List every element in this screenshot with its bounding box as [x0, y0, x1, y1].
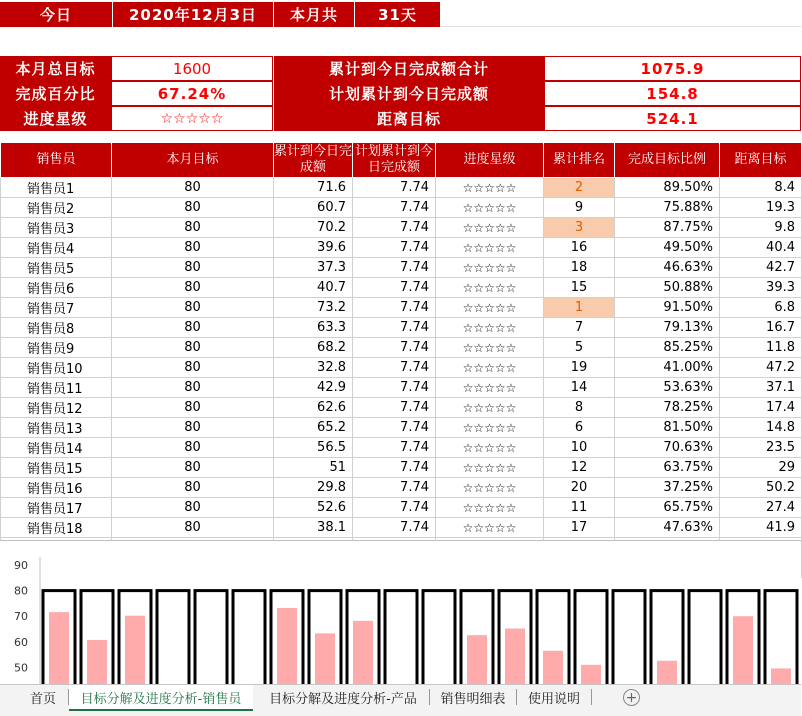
cell-salesperson[interactable]: 销售员3 [1, 218, 112, 238]
cell-rank[interactable]: 20 [544, 478, 615, 498]
actual-bar[interactable] [733, 616, 753, 685]
tab-product-analysis[interactable]: 目标分解及进度分析-产品 [269, 691, 417, 707]
table-row [1, 338, 802, 358]
cell-completion-ratio[interactable]: 41.00% [615, 358, 720, 378]
target-vs-actual-chart[interactable] [0, 540, 801, 685]
cell-cumulative[interactable]: 68.2 [274, 338, 353, 358]
cell-completion-ratio[interactable]: 46.63% [615, 258, 720, 278]
cell-rank[interactable]: 14 [544, 378, 615, 398]
cell-plan-cumulative[interactable]: 7.74 [353, 318, 436, 338]
sheet-tab-bar [0, 684, 801, 716]
cell-stars[interactable]: ☆☆☆☆☆ [436, 418, 544, 438]
cell-rank[interactable]: 8 [544, 398, 615, 418]
table-row [1, 438, 802, 458]
cell-month-target[interactable]: 80 [112, 318, 274, 338]
cell-plan-cumulative[interactable]: 7.74 [353, 298, 436, 318]
table-row [1, 358, 802, 378]
sales-table [0, 142, 801, 578]
cell-cumulative[interactable]: 40.7 [274, 278, 353, 298]
cell-cumulative[interactable]: 38.1 [274, 518, 353, 538]
col-header-completion-ratio[interactable]: 完成目标比例 [615, 143, 720, 178]
cell-completion-ratio[interactable]: 75.88% [615, 198, 720, 218]
cell-stars[interactable]: ☆☆☆☆☆ [436, 478, 544, 498]
cell-completion-ratio[interactable]: 91.50% [615, 298, 720, 318]
cell-stars[interactable]: ☆☆☆☆☆ [436, 238, 544, 258]
cell-rank[interactable]: 10 [544, 438, 615, 458]
cell-completion-ratio[interactable]: 78.25% [615, 398, 720, 418]
actual-bar[interactable] [771, 668, 791, 685]
cell-cumulative[interactable]: 71.6 [274, 178, 353, 198]
cell-salesperson[interactable]: 销售员14 [1, 438, 112, 458]
cell-plan-cumulative[interactable]: 7.74 [353, 258, 436, 278]
cell-stars[interactable]: ☆☆☆☆☆ [436, 218, 544, 238]
cell-completion-ratio[interactable]: 65.75% [615, 498, 720, 518]
cell-month-target[interactable]: 80 [112, 258, 274, 278]
cell-plan-cumulative[interactable]: 7.74 [353, 238, 436, 258]
completion-pct-label: 完成百分比 [0, 81, 111, 106]
cell-plan-cumulative[interactable]: 7.74 [353, 378, 436, 398]
cell-rank[interactable]: 16 [544, 238, 615, 258]
cell-completion-ratio[interactable]: 47.63% [615, 518, 720, 538]
plan-cumulative-label: 计划累计到今日完成额 [274, 81, 544, 106]
col-header-plan-cumulative[interactable]: 计划累计到今日完成额 [353, 143, 436, 178]
plan-cumulative-value: 154.8 [544, 81, 801, 106]
cell-salesperson[interactable]: 销售员13 [1, 418, 112, 438]
table-row [1, 498, 802, 518]
cell-stars[interactable]: ☆☆☆☆☆ [436, 358, 544, 378]
cell-plan-cumulative[interactable]: 7.74 [353, 438, 436, 458]
cell-distance[interactable]: 39.3 [720, 278, 802, 298]
cell-completion-ratio[interactable]: 79.13% [615, 318, 720, 338]
month-target-label: 本月总目标 [0, 56, 111, 81]
date-value: 2020年12月3日 [113, 2, 273, 27]
cell-stars[interactable]: ☆☆☆☆☆ [436, 178, 544, 198]
cell-month-target[interactable]: 80 [112, 478, 274, 498]
cell-month-target[interactable]: 80 [112, 438, 274, 458]
cell-salesperson[interactable]: 销售员5 [1, 258, 112, 278]
cell-distance[interactable]: 8.4 [720, 178, 802, 198]
cell-salesperson[interactable]: 销售员16 [1, 478, 112, 498]
cell-cumulative[interactable]: 29.8 [274, 478, 353, 498]
cell-plan-cumulative[interactable]: 7.74 [353, 338, 436, 358]
cell-stars[interactable]: ☆☆☆☆☆ [436, 278, 544, 298]
target-bar[interactable] [385, 591, 417, 689]
cell-distance[interactable]: 19.3 [720, 198, 802, 218]
cell-distance[interactable]: 40.4 [720, 238, 802, 258]
col-header-salesperson[interactable]: 销售员 [1, 143, 112, 178]
cell-completion-ratio[interactable]: 85.25% [615, 338, 720, 358]
cell-distance[interactable]: 42.7 [720, 258, 802, 278]
cell-plan-cumulative[interactable]: 7.74 [353, 458, 436, 478]
cell-rank[interactable]: 9 [544, 198, 615, 218]
y-tick-label: 80 [14, 584, 28, 598]
cell-rank[interactable]: 19 [544, 358, 615, 378]
cell-completion-ratio[interactable]: 81.50% [615, 418, 720, 438]
add-sheet-button[interactable] [623, 689, 640, 706]
cell-plan-cumulative[interactable]: 7.74 [353, 498, 436, 518]
cell-rank[interactable]: 3 [544, 218, 615, 238]
cell-stars[interactable]: ☆☆☆☆☆ [436, 498, 544, 518]
cell-cumulative[interactable]: 56.5 [274, 438, 353, 458]
distance-label: 距离目标 [274, 106, 544, 131]
cell-cumulative[interactable]: 39.6 [274, 238, 353, 258]
cell-plan-cumulative[interactable]: 7.74 [353, 358, 436, 378]
completion-pct-value: 67.24% [111, 81, 273, 106]
cell-completion-ratio[interactable]: 49.50% [615, 238, 720, 258]
cell-completion-ratio[interactable]: 63.75% [615, 458, 720, 478]
cell-stars[interactable]: ☆☆☆☆☆ [436, 258, 544, 278]
col-header-month-target[interactable]: 本月目标 [112, 143, 274, 178]
month-days-value: 31天 [355, 2, 440, 27]
cell-plan-cumulative[interactable]: 7.74 [353, 178, 436, 198]
y-tick-label: 60 [14, 635, 28, 649]
tab-instructions[interactable]: 使用说明 [527, 691, 580, 707]
progress-stars-label: 进度星级 [0, 106, 111, 131]
distance-value: 524.1 [544, 106, 801, 131]
y-tick-label: 70 [14, 610, 28, 624]
col-header-rank[interactable]: 累计排名 [544, 143, 615, 178]
cell-month-target[interactable]: 80 [112, 238, 274, 258]
cell-month-target[interactable]: 80 [112, 378, 274, 398]
cumulative-value: 1075.9 [544, 56, 801, 81]
cell-month-target[interactable]: 80 [112, 198, 274, 218]
cell-cumulative[interactable]: 32.8 [274, 358, 353, 378]
cell-stars[interactable]: ☆☆☆☆☆ [436, 518, 544, 538]
cell-salesperson[interactable]: 销售员8 [1, 318, 112, 338]
cell-rank[interactable]: 18 [544, 258, 615, 278]
col-header-cumulative[interactable]: 累计到今日完成额 [274, 143, 353, 178]
table-row [1, 178, 802, 198]
month-total-label: 本月共 [274, 2, 354, 27]
cell-month-target[interactable]: 80 [112, 338, 274, 358]
cell-stars[interactable]: ☆☆☆☆☆ [436, 458, 544, 478]
cell-distance[interactable]: 41.9 [720, 518, 802, 538]
table-row [1, 518, 802, 538]
cell-distance[interactable]: 37.1 [720, 378, 802, 398]
cell-plan-cumulative[interactable]: 7.74 [353, 518, 436, 538]
table-row [1, 418, 802, 438]
table-row [1, 278, 802, 298]
cell-distance[interactable]: 47.2 [720, 358, 802, 378]
cell-month-target[interactable]: 80 [112, 498, 274, 518]
cell-distance[interactable]: 11.8 [720, 338, 802, 358]
cell-cumulative[interactable]: 70.2 [274, 218, 353, 238]
cell-rank[interactable]: 6 [544, 418, 615, 438]
cell-completion-ratio[interactable]: 89.50% [615, 178, 720, 198]
cell-cumulative[interactable]: 60.7 [274, 198, 353, 218]
cell-plan-cumulative[interactable]: 7.74 [353, 398, 436, 418]
cell-rank[interactable]: 1 [544, 298, 615, 318]
actual-bar[interactable] [581, 665, 601, 685]
today-label: 今日 [0, 2, 112, 27]
cell-distance[interactable]: 17.4 [720, 398, 802, 418]
cell-month-target[interactable]: 80 [112, 278, 274, 298]
target-bar[interactable] [423, 591, 455, 689]
col-header-stars[interactable]: 进度星级 [436, 143, 544, 178]
cell-completion-ratio[interactable]: 50.88% [615, 278, 720, 298]
cell-salesperson[interactable]: 销售员10 [1, 358, 112, 378]
target-bar[interactable] [157, 591, 189, 689]
cell-cumulative[interactable]: 65.2 [274, 418, 353, 438]
actual-bar[interactable] [467, 635, 487, 685]
table-row [1, 198, 802, 218]
cell-stars[interactable]: ☆☆☆☆☆ [436, 198, 544, 218]
progress-stars-value: ☆☆☆☆☆ [111, 106, 273, 131]
cell-completion-ratio[interactable]: 37.25% [615, 478, 720, 498]
cell-salesperson[interactable]: 销售员2 [1, 198, 112, 218]
cell-salesperson[interactable]: 销售员11 [1, 378, 112, 398]
cell-distance[interactable]: 50.2 [720, 478, 802, 498]
table-row [1, 458, 802, 478]
actual-bar[interactable] [543, 651, 563, 685]
cell-rank[interactable]: 7 [544, 318, 615, 338]
cell-salesperson[interactable]: 销售员12 [1, 398, 112, 418]
cell-distance[interactable]: 6.8 [720, 298, 802, 318]
tab-home[interactable]: 首页 [29, 691, 56, 707]
col-header-distance[interactable]: 距离目标 [720, 143, 802, 178]
cell-salesperson[interactable]: 销售员15 [1, 458, 112, 478]
actual-bar[interactable] [125, 616, 145, 685]
cell-month-target[interactable]: 80 [112, 518, 274, 538]
cell-stars[interactable]: ☆☆☆☆☆ [436, 338, 544, 358]
chart-svg [0, 541, 801, 685]
actual-bar[interactable] [277, 608, 297, 685]
y-tick-label: 50 [14, 661, 28, 675]
cell-rank[interactable]: 17 [544, 518, 615, 538]
cell-month-target[interactable]: 80 [112, 298, 274, 318]
cell-cumulative[interactable]: 63.3 [274, 318, 353, 338]
cell-month-target[interactable]: 80 [112, 398, 274, 418]
cell-distance[interactable]: 23.5 [720, 438, 802, 458]
table-row [1, 378, 802, 398]
table-row [1, 258, 802, 278]
cell-stars[interactable]: ☆☆☆☆☆ [436, 298, 544, 318]
cell-month-target[interactable]: 80 [112, 358, 274, 378]
table-row [1, 478, 802, 498]
tab-scroll-area [0, 685, 18, 709]
target-bar[interactable] [195, 591, 227, 689]
cell-cumulative[interactable]: 37.3 [274, 258, 353, 278]
tab-sales-detail[interactable]: 销售明细表 [440, 691, 506, 707]
cell-plan-cumulative[interactable]: 7.74 [353, 278, 436, 298]
cell-distance[interactable]: 9.8 [720, 218, 802, 238]
cell-salesperson[interactable]: 销售员4 [1, 238, 112, 258]
cell-month-target[interactable]: 80 [112, 218, 274, 238]
cell-rank[interactable]: 2 [544, 178, 615, 198]
target-bar[interactable] [233, 591, 265, 689]
cell-salesperson[interactable]: 销售员1 [1, 178, 112, 198]
cell-salesperson[interactable]: 销售员6 [1, 278, 112, 298]
cell-salesperson[interactable]: 销售员18 [1, 518, 112, 538]
cell-rank[interactable]: 11 [544, 498, 615, 518]
table-header-row [1, 143, 802, 178]
cell-plan-cumulative[interactable]: 7.74 [353, 478, 436, 498]
cell-stars[interactable]: ☆☆☆☆☆ [436, 378, 544, 398]
cell-completion-ratio[interactable]: 87.75% [615, 218, 720, 238]
actual-bar[interactable] [49, 612, 69, 685]
cell-cumulative[interactable]: 51 [274, 458, 353, 478]
table-row [1, 238, 802, 258]
cell-plan-cumulative[interactable]: 7.74 [353, 418, 436, 438]
table-row [1, 398, 802, 418]
cell-stars[interactable]: ☆☆☆☆☆ [436, 318, 544, 338]
cell-cumulative[interactable]: 42.9 [274, 378, 353, 398]
target-bar[interactable] [613, 591, 645, 689]
cell-rank[interactable]: 5 [544, 338, 615, 358]
cell-stars[interactable]: ☆☆☆☆☆ [436, 398, 544, 418]
month-target-value: 1600 [111, 56, 273, 81]
cell-completion-ratio[interactable]: 53.63% [615, 378, 720, 398]
cell-plan-cumulative[interactable]: 7.74 [353, 198, 436, 218]
y-tick-label: 90 [14, 559, 28, 572]
cell-month-target[interactable]: 80 [112, 178, 274, 198]
cell-distance[interactable]: 29 [720, 458, 802, 478]
plus-circle-icon: + [625, 689, 638, 706]
cell-distance[interactable]: 14.8 [720, 418, 802, 438]
cell-month-target[interactable]: 80 [112, 418, 274, 438]
cell-completion-ratio[interactable]: 70.63% [615, 438, 720, 458]
cell-salesperson[interactable]: 销售员7 [1, 298, 112, 318]
target-bar[interactable] [689, 591, 721, 689]
actual-bar[interactable] [353, 621, 373, 685]
cell-plan-cumulative[interactable]: 7.74 [353, 218, 436, 238]
actual-bar[interactable] [87, 640, 107, 685]
cell-salesperson[interactable]: 销售员17 [1, 498, 112, 518]
cell-salesperson[interactable]: 销售员9 [1, 338, 112, 358]
cell-cumulative[interactable]: 62.6 [274, 398, 353, 418]
cell-stars[interactable]: ☆☆☆☆☆ [436, 438, 544, 458]
cell-distance[interactable]: 16.7 [720, 318, 802, 338]
cell-cumulative[interactable]: 73.2 [274, 298, 353, 318]
cell-month-target[interactable]: 80 [112, 458, 274, 478]
table-row [1, 218, 802, 238]
tab-salesperson-analysis[interactable]: 目标分解及进度分析-销售员 [69, 685, 253, 711]
actual-bar[interactable] [657, 661, 677, 685]
actual-bar[interactable] [505, 628, 525, 685]
cell-distance[interactable]: 27.4 [720, 498, 802, 518]
cell-cumulative[interactable]: 52.6 [274, 498, 353, 518]
table-row [1, 298, 802, 318]
tab-separator [591, 689, 592, 705]
header-gridline [440, 2, 801, 27]
actual-bar[interactable] [315, 633, 335, 685]
cumulative-label: 累计到今日完成额合计 [274, 56, 544, 81]
cell-rank[interactable]: 12 [544, 458, 615, 478]
cell-rank[interactable]: 15 [544, 278, 615, 298]
table-row [1, 318, 802, 338]
